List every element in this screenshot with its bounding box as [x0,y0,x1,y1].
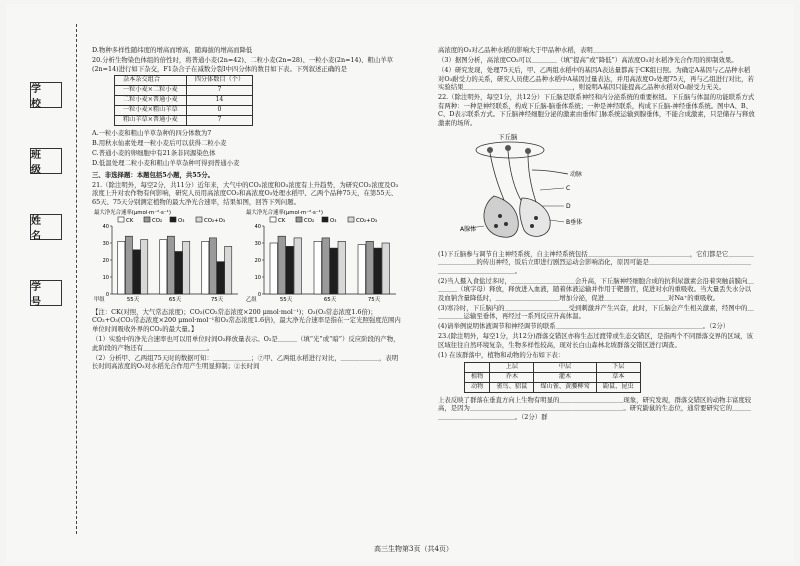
q20-stem: 20.分析生物染色体组的倍性时，将普通小麦(2n=42)、二粒小麦(2n=28)、一粒小麦(2n=14)、粗山羊草(2n=14)进行如下杂交，F1杂合子在减数分裂Ⅰ中四分体的数目如下表。下列叙述正确的是 [92,55,394,73]
bar [125,236,132,294]
q21-note: 【注：CK(对照，大气常态浓度)；CO₂(CO₂常态浓度×200 μmol·mol⁻¹)；O₃(O₃常态浓度1.6倍)；CO₂+O₃(CO₂常态浓度×200 μmol·mol⁻¹和O₃常态浓度1.6倍)，最大净光合速率是指在一定光照强度范围内单位时间吸收外界的CO₂的最大量。】 [92,307,401,334]
table-row [115,96,253,106]
table-cell: 煤山雀、黄腰柳莺 [534,382,597,392]
legend-label: CO₂+O₃ [356,217,378,224]
axon [490,153,504,200]
x-tick-label: 55天 [279,296,293,303]
q21-part3: （3）据图分析，高浓度CO₂可以＿＿＿＿（填“提高”或“降低”）高浓度O₃对水稻净光合作用的抑制效果。 [438,55,738,64]
legend-label: O₃ [178,217,185,224]
neuron-cell [525,148,531,154]
nerve-ending [530,224,534,228]
q20-option-a: A.一粒小麦和粗山羊草杂种的四分体数为7 [92,129,212,138]
table-cell: 一粒小麦×粗山羊草 [115,106,187,116]
right-column [438,46,756,423]
table-cell: 乔木 [490,372,534,382]
label-b: B垂体 [566,218,583,226]
chart-ylabel: 最大净光合速率(μmol·m⁻²·s⁻¹) [246,209,323,216]
leader-line [540,188,564,190]
q20-option-b: B.用秋水仙素处理一粒小麦后可以获得二粒小麦 [92,139,227,148]
bar [209,238,216,294]
q22-part4: (4)请举例说明体液调节和神经调节的联系＿＿＿＿＿＿＿＿＿＿＿＿＿＿＿＿＿＿＿＿＿＿＿。（2分） [438,322,730,331]
gland-cell [494,224,498,228]
photosynthesis-charts [92,208,402,306]
gland-cell [498,214,502,218]
bar [141,239,148,293]
bar [374,248,382,294]
gland-cell [504,222,508,226]
label-c: C [566,184,571,192]
table-cell: 二粒小麦×普通小麦 [115,96,187,106]
legend-label: O₃ [330,217,337,224]
cross-table-header: 杂本杂交组合 [115,76,187,86]
q22-stem: 22.（除注明外，每空1分，共12分）下丘脑是联系神经和内分泌系统的重要枢纽。下丘脑与体温的功能联系方式有两种：一种是神经联系，构成下丘脑-脑垂体系统；一种是神经联系，构成下丘脑-神经垂体系统。图中A、B、C、D表示联系方式。下丘脑神经细胞分泌的激素由垂体门脉系统运输到腺垂体，不能合成激素，只是储存与释放激素的场所。 [438,93,755,127]
bar [322,238,330,294]
bar [366,241,374,294]
y-tick-label: 30 [254,240,262,247]
q22-part1: (1)下丘脑参与调节自主神经系统，自主神经系统包括＿＿＿＿＿＿＿＿＿＿＿＿＿＿＿＿，它们都是它＿＿＿＿＿＿＿＿＿＿的传出神经，饭后立即进行剧烈运动会影响消化，原因可能是＿＿＿＿＿＿＿＿＿＿＿＿＿＿＿＿＿＿＿＿＿＿＿＿＿＿＿＿。 [438,249,754,275]
neuron-cell [505,145,511,151]
x-tick-label: 75天 [367,296,381,303]
bar [160,239,167,293]
table-row [115,116,253,126]
bar [382,243,390,294]
legend-label: CO₂ [152,217,163,224]
table-cell: 7 [186,116,253,126]
bar [202,241,209,294]
chart-ylabel: 最大净光合速率(μmol·m⁻²·s⁻¹) [94,209,171,216]
left-column [92,46,402,372]
table-row [115,86,253,96]
chart-group-label: 乙组 [246,296,257,303]
table-cell: 草本 [596,372,640,382]
x-tick-label: 65天 [323,296,337,303]
cross-table [114,75,253,126]
bar [217,262,224,294]
table-cell: 14 [186,96,253,106]
zone-table-header [465,362,490,372]
legend-swatch [118,217,124,222]
q21-part1: （1）实验中的净光合速率也可以用单位时间O₂释放量表示。O₂是＿＿＿（填“光”或“暗”）反应阶段的产物，此阶段的产物还有＿＿＿＿＿＿＿＿＿＿。 [92,335,400,352]
y-tick-label: 10 [102,274,109,281]
bar [338,241,346,294]
name-field-label: 姓 名 [30,214,62,240]
y-tick-label: 0 [105,291,109,298]
legend-swatch [170,217,176,222]
zone-table-header: 下层 [596,362,640,372]
legend-label: CK [278,217,286,224]
bar [118,241,125,294]
legend-swatch [322,217,328,222]
table-cell: 0 [186,106,253,116]
table-cell: 动物 [465,382,490,392]
table-cell: 粗山羊草×普通小麦 [115,116,187,126]
bar [330,248,338,294]
hypothalamus-figure [460,130,690,248]
table-row [465,372,641,382]
school-field-label: 学 校 [30,82,62,108]
q21-part4: （4）研究发现，处理75天后，甲、乙两组水稻中的基因A表达量都高于CK组日照。为确定A基因与乙品种水稻对O₃耐受力的关系，研究人员使乙品种水稻中A基因过量表达，并用高浓度O₃处理75天，再与乙组进行对比，若实验结果＿＿＿＿＿＿＿＿＿＿＿＿＿＿＿＿＿，则说明A基因只能提高乙品种水稻对O₃耐受力无关。 [438,65,754,92]
hypothalamus-diagram [460,130,690,248]
table-cell: 雀鸟、貂鼠 [490,382,534,392]
table-row [115,106,253,116]
y-tick-label: 20 [102,257,109,264]
q20-option-d: D.低温处理二粒小麦和粗山羊草杂种可得到普通小麦 [92,159,240,168]
q21-intro: 21.（除注明外，每空2分，共11分）近年来，大气中的CO₂浓度和O₃浓度有上升趋势，为研究CO₂浓度及O₃浓度上升对农作物有何影响，研究人员用高浓度CO₂和高浓度O₃处理水稻甲、乙两个品种75天，在第55天、65天、75天分别测定植物的最大净光合速率，结果如图，回答下列问题。 [92,180,399,206]
student-info-sidebar [6,4,66,562]
bar [278,236,286,294]
zone-table-header: 中层 [534,362,597,372]
legend-label: CK [126,217,134,224]
q21-part2: （2）分析甲、乙两组75天时的数据可知：＿＿＿＿＿＿；⑦甲、乙两组水稻进行对比，＿＿＿＿＿＿，表明长时间高浓度的O₃对水稻光合作用产生明显抑制；②长时间 [92,353,399,371]
legend-swatch [296,217,302,222]
y-tick-label: 40 [102,223,109,230]
label-a: A腺体 [460,225,477,233]
q22-part2: (2)当人摄入食盐过多时，＿＿＿＿＿＿＿＿＿＿会升高，下丘脑神经细胞合成的抗利尿激素会沿着突触前膜向＿＿＿＿（填字母）释放，释放进入血液，随着体液运输并作用于靶器官，促进对水的重吸收。当大量丢失水分以及血钠含量降低时，＿＿＿＿＿＿＿＿＿＿增加分泌，促进＿＿＿＿＿＿＿＿＿＿对Na⁺的重吸收。 [438,276,754,302]
bar [314,241,322,294]
chart-group-yi [244,208,400,306]
bar [175,251,182,294]
q23-stem: 23.(除注明外，每空1分，共12分)群落交错区亦称生态过渡带或生态交错区，是指两个不同群落交界的区域，该区域往往自然环境复杂，生物多样性较高，现对长白山森林北坡群落交错区进行调查。 [438,332,753,350]
legend-label: CO₂+O₃ [204,217,226,224]
nerve-ending [534,216,538,220]
fig-title: 下丘脑 [498,132,518,141]
table-cell: 7 [186,86,253,96]
bar [167,236,174,294]
neuron-cell [487,147,493,153]
q21-cont: 高浓度的O₃对乙品种水稻的影响大于甲品种水稻，表明＿＿＿＿＿＿＿＿＿＿＿＿＿＿＿＿＿＿＿＿。 [438,46,727,54]
legend-swatch [348,217,354,222]
bar [286,246,294,294]
y-tick-label: 40 [254,223,262,230]
legend-label: CO₂ [304,217,315,224]
page-footer: 高三生物第3页（共4页） [374,545,453,553]
cross-table-header: 四分体数目（个） [186,76,253,86]
community-table [464,362,641,393]
class-field-label: 班 级 [30,148,62,174]
y-tick-label: 30 [102,240,109,247]
legend-swatch [196,217,202,222]
bar [133,250,140,294]
q20-option-c: C.普通小麦的卵细胞中有21条非同源染色体 [92,149,216,158]
zone-table-header: 上层 [490,362,534,372]
y-tick-label: 0 [257,291,262,298]
legend-swatch [144,217,150,222]
x-tick-label: 75天 [210,296,224,303]
table-cell: 鼢鼠、昆虫 [596,382,640,392]
q23-part2: 上表反映了群落在垂直方向上生物有明显的＿＿＿＿＿＿＿＿＿＿现象，研究发现，群落交错区的动物丰富度较高，是因为＿＿＿＿＿＿＿＿＿＿＿＿＿＿＿＿＿＿＿＿＿＿＿＿。研究鼢鼠的生态位，通常要研究它的＿＿＿＿＿＿＿＿＿＿＿＿＿＿＿。（2分）群 [438,395,752,421]
axon [528,154,536,202]
exam-sheet [6,4,794,562]
table-cell: 植物 [465,372,490,382]
leader-line [550,220,564,222]
table-cell: 灌木 [534,372,597,382]
bar [183,241,190,294]
q23-part1: (1) 在该群落中，植物和动物的分布如下表： [438,351,565,359]
table-row [465,382,641,392]
y-tick-label: 20 [254,257,262,264]
table-cell: 一粒小麦×二粒小麦 [115,86,187,96]
axon [508,151,522,202]
x-tick-label: 55天 [126,296,140,303]
artery-label: 动脉 [570,170,583,178]
q22-part3: (3)寒冷时，下丘脑内的＿＿＿＿＿＿＿＿＿＿受到刺激并产生兴奋，此时，下丘脑会产生相关激素，经图中的＿＿＿＿＿运输至垂体，再经过一系列反应升高体温。 [438,303,754,321]
bar [270,243,278,294]
bar [225,246,232,294]
legend-swatch [270,217,276,222]
artery-line [532,170,568,174]
y-tick-label: 10 [254,274,262,281]
q19-option-d: D.物种多样性随纬度的增高而增高，随海拔的增高而降低 [92,46,253,54]
section-heading: 三、非选择题：本题包括5小题，共55分。 [92,170,214,179]
chart-group-label: 甲组 [94,296,105,303]
bar [358,245,366,294]
x-tick-label: 65天 [168,296,182,303]
binding-line [76,24,77,534]
label-d: D [566,202,571,210]
bar [294,238,302,294]
student-number-field-label: 学 号 [30,280,62,306]
chart-group-jia [92,208,242,306]
